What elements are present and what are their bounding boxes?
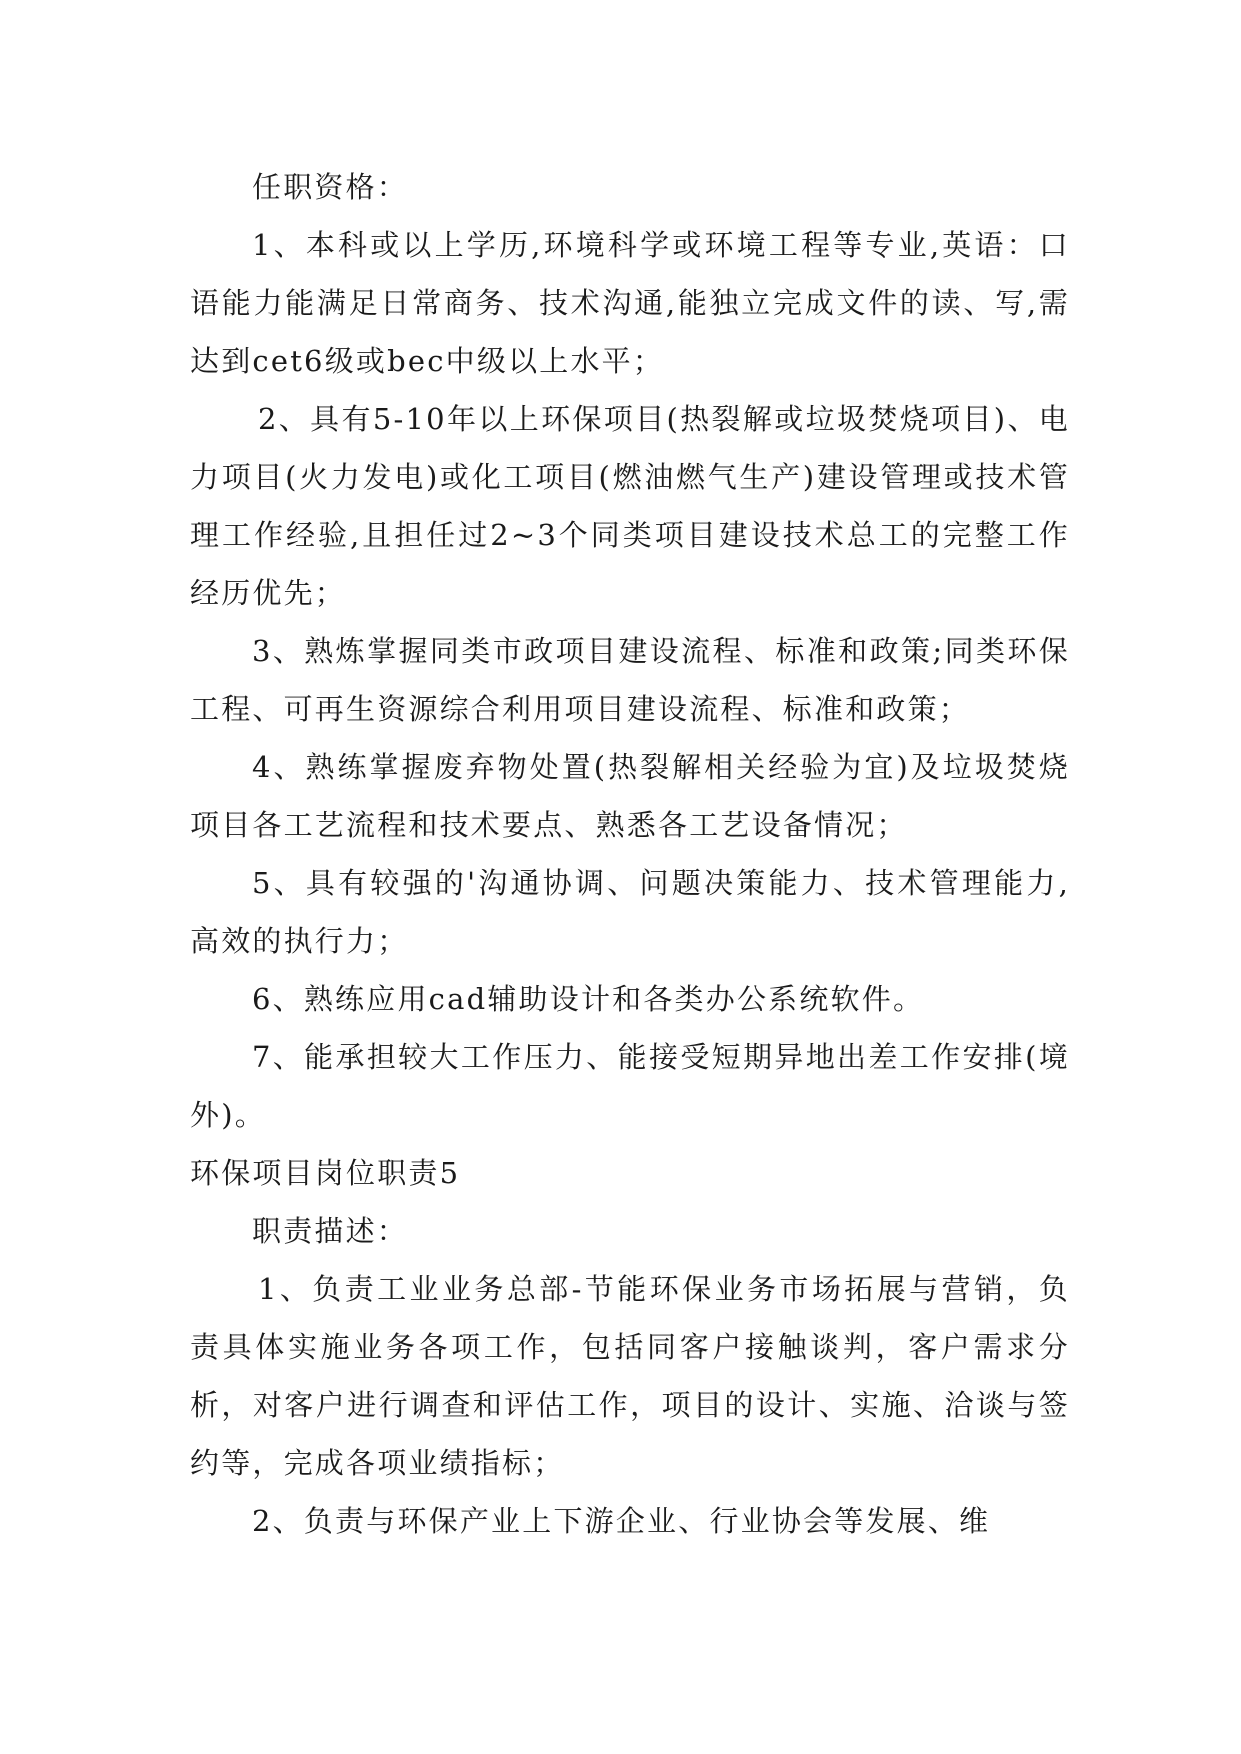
qualification-item-4: 4、熟练掌握废弃物处置(热裂解相关经验为宜)及垃圾焚烧项目各工艺流程和技术要点、熟悉各工艺设备情况；: [190, 750, 1070, 842]
duties-heading: 职责描述：: [252, 1214, 409, 1248]
qualification-item-1: 1、本科或以上学历,环境科学或环境工程等专业,英语：口语能力能满足日常商务、技术沟通,能独立完成文件的读、写,需达到cet6级或bec中级以上水平；: [190, 228, 1070, 378]
duty-item-1: 1、负责工业业务总部-节能环保业务市场拓展与营销，负责具体实施业务各项工作，包括同客户接触谈判，客户需求分析，对客户进行调查和评估工作，项目的设计、实施、洽谈与签约等，完成各项业绩指标；: [190, 1272, 1070, 1480]
qualification-item-3: 3、熟炼掌握同类市政项目建设流程、标准和政策;同类环保工程、可再生资源综合利用项目建设流程、标准和政策；: [190, 634, 1070, 726]
qualification-item-6: 6、熟练应用cad辅助设计和各类办公系统软件。: [252, 982, 925, 1016]
qualifications-heading: 任职资格：: [252, 170, 409, 204]
document-body: [190, 158, 1070, 1550]
duty-item-2: 2、负责与环保产业上下游企业、行业协会等发展、维: [252, 1504, 991, 1538]
qualification-item-7: 7、能承担较大工作压力、能接受短期异地出差工作安排(境外)。: [190, 1040, 1070, 1132]
qualification-item-5: 5、具有较强的'沟通协调、问题决策能力、技术管理能力,高效的执行力；: [190, 866, 1070, 958]
qualification-item-2: 2、具有5-10年以上环保项目(热裂解或垃圾焚烧项目)、电力项目(火力发电)或化工项目(燃油燃气生产)建设管理或技术管理工作经验,且担任过2~3个同类项目建设技术总工的完整工作经历优先；: [190, 402, 1070, 610]
section-title: 环保项目岗位职责5: [190, 1156, 461, 1190]
